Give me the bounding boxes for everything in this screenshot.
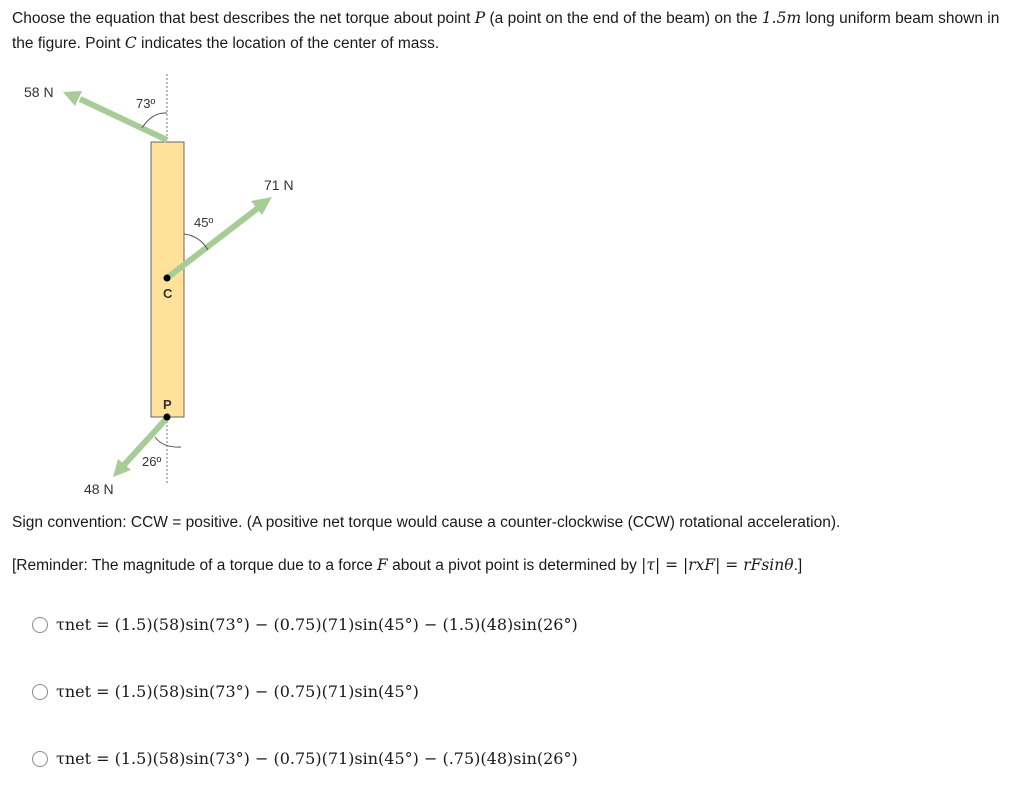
angle-label-73: 73º [136,96,156,111]
force-label-58n: 58 N [24,84,54,100]
beam-diagram [0,70,320,510]
radio-button-1[interactable] [32,617,48,633]
pivot-point-dot [164,414,171,421]
angle-arc-top [142,113,167,128]
reminder-text [12,553,802,578]
reminder-part-3: .] [793,557,803,574]
point-c-symbol: C [124,34,137,52]
pivot-label: P [163,397,172,412]
option-1-equation: τnet = (1.5)(58)sin(73°) − (0.75)(71)sin(45°) − (1.5)(48)sin(26°) [56,615,578,634]
angle-arc-bottom [155,437,181,447]
question-part-3: long uniform beam shown in the figure. Point [12,10,1000,52]
question-part-4: indicates the location of the center of mass. [136,35,440,52]
option-2-equation: τnet = (1.5)(58)sin(73°) − (0.75)(71)sin(45°) [56,682,419,701]
reminder-part-1: [Reminder: The magnitude of a torque due to a force [12,557,378,574]
question-part-1: Choose the equation that best describes the net torque about point [12,10,475,27]
torque-formula: |τ| = |rxF| = rFsinθ [641,556,794,574]
point-p-symbol: P [474,9,486,27]
reminder-part-2: about a pivot point is determined by [387,557,642,574]
beam-length: 1.5m [761,9,802,27]
answer-option-2[interactable] [32,682,419,701]
force-arrow-58n-head [63,91,82,106]
beam-figure [0,70,320,510]
option-3-equation: τnet = (1.5)(58)sin(73°) − (0.75)(71)sin(45°) − (.75)(48)sin(26°) [56,749,578,768]
answer-option-3[interactable] [32,749,578,768]
center-label: C [163,286,173,301]
sign-convention: Sign convention: CCW = positive. (A positive net torque would cause a counter-clockwise (CCW) rotational acceleration). [12,514,841,531]
center-of-mass-dot [164,275,171,282]
answer-option-1[interactable] [32,615,578,634]
question-part-2: (a point on the end of the beam) on the [485,10,762,27]
radio-button-2[interactable] [32,684,48,700]
force-label-48n: 48 N [84,481,114,497]
angle-label-45: 45º [194,215,214,230]
angle-label-26: 26º [142,454,162,469]
question-text [12,6,1012,56]
force-symbol: F [377,556,388,574]
radio-button-3[interactable] [32,751,48,767]
force-label-71n: 71 N [264,177,294,193]
